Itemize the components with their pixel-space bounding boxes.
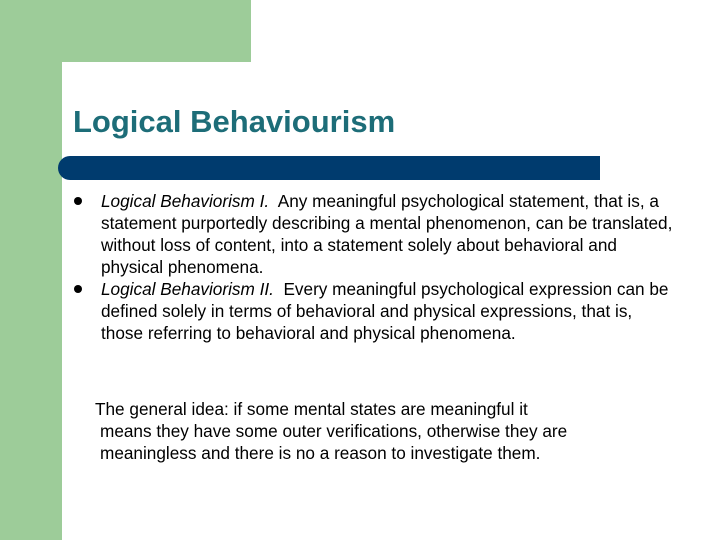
general-idea-line-1: : if some mental states are meaningful it [224,399,528,419]
bullet-term: Logical Behaviorism I. [101,191,270,211]
bullet-item-1 [74,190,678,278]
bullet-list [74,190,678,344]
accent-block-left [0,0,62,540]
general-idea-paragraph [95,398,675,464]
bullet-item-2 [74,278,674,344]
bullet-dot-icon [74,285,82,293]
general-idea-line-3: meaningless and there is no a reason to investigate them. [100,443,541,463]
bullet-text: Any meaningful psychological statement, that is, a statement purportedly describing a mental phenomenon, can be translated, without loss of content, into a statement solely about behavioral and physical phenomena. [101,191,678,277]
general-idea-label: The general idea [95,399,224,419]
bullet-text: Every meaningful psychological expression can be defined solely in terms of behavioral and physical expressions, that is, those referring to behavioral and physical phenomena. [101,279,674,343]
bullet-dot-icon [74,197,82,205]
bullet-term: Logical Behaviorism II. [101,279,274,299]
title-underline-bar [58,156,600,180]
slide-title: Logical Behaviourism [73,104,396,139]
general-idea-line-2: means they have some outer verifications, otherwise they are [100,421,568,441]
